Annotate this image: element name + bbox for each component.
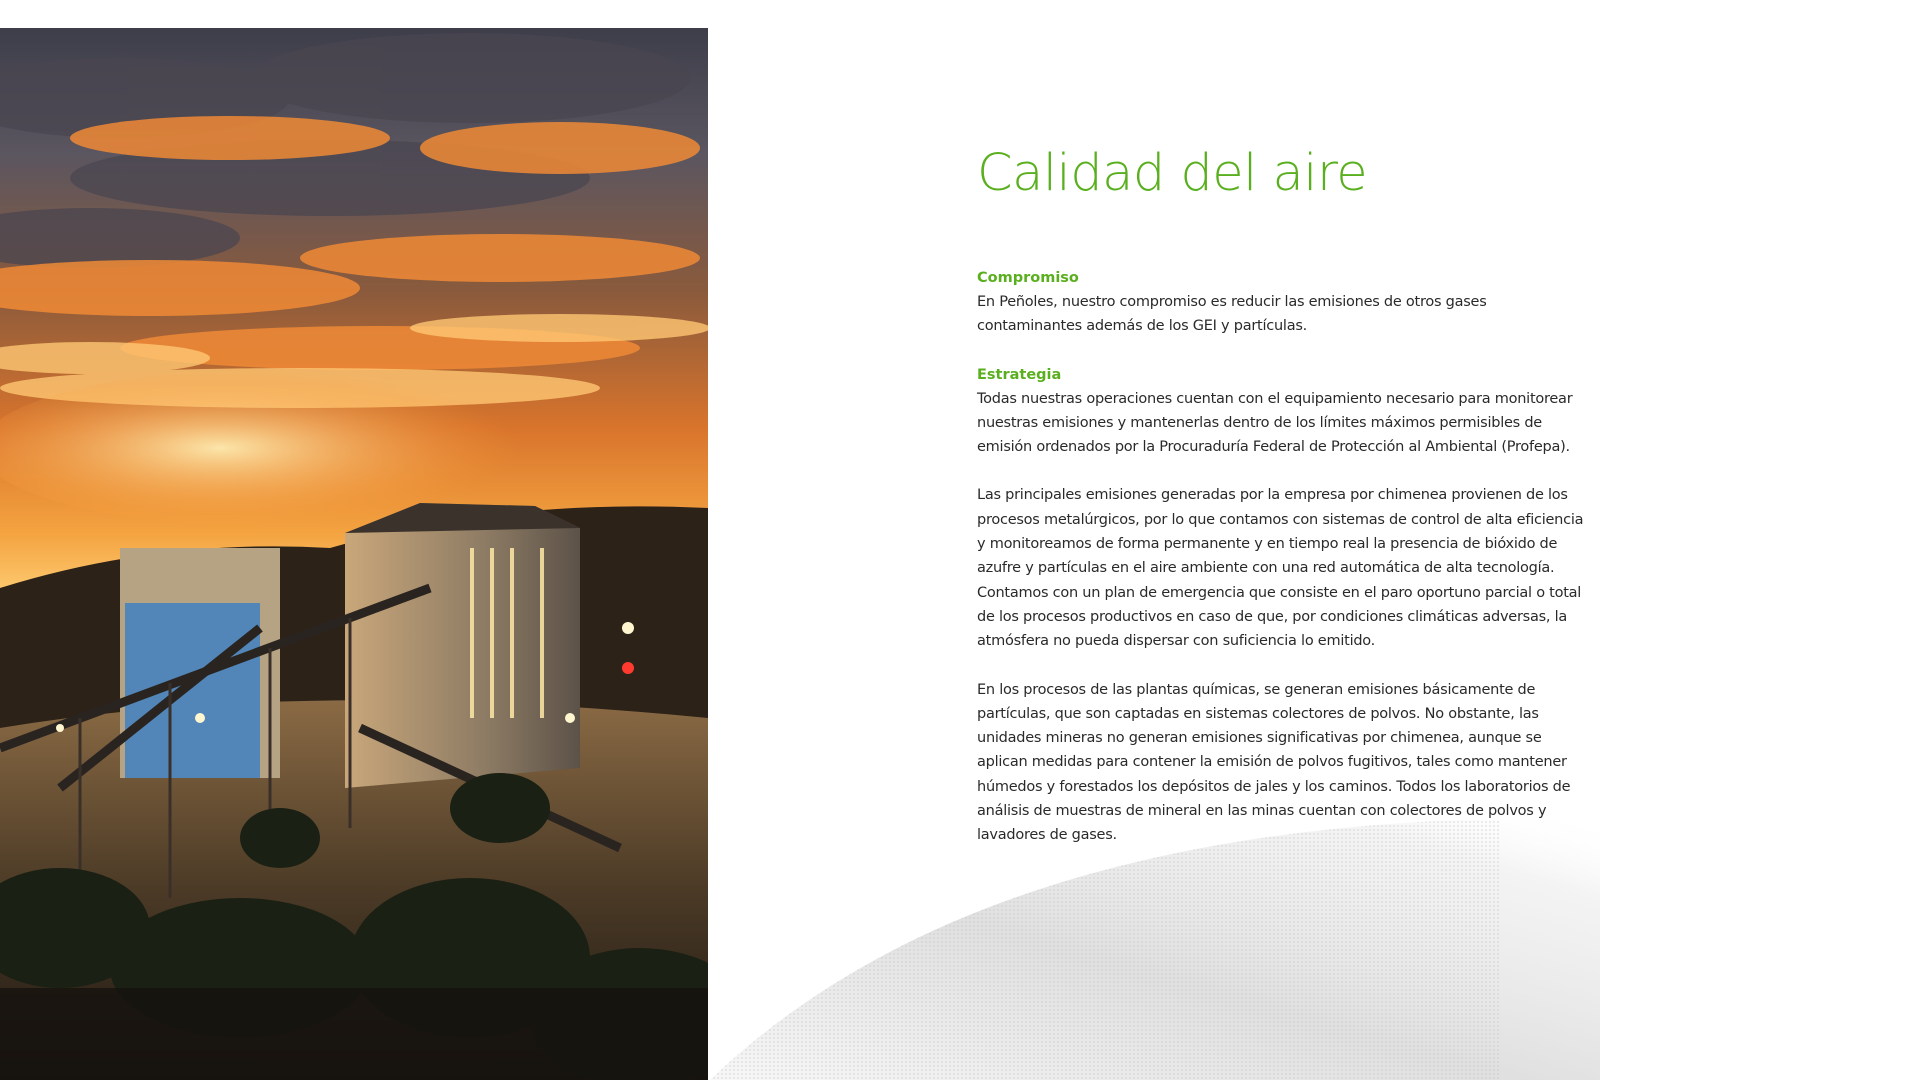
section-heading: Estrategia (977, 366, 1062, 383)
industrial-plant-photo (0, 28, 708, 1080)
photo-illustration (0, 28, 708, 1080)
paragraph: En Peñoles, nuestro compromiso es reducir las emisiones de otros gases contaminantes además de los GEI y partículas. (977, 294, 1487, 335)
content-column (977, 140, 1597, 872)
section-compromiso (977, 266, 1597, 339)
section-estrategia (977, 363, 1597, 848)
section-heading: Compromiso (977, 270, 1079, 286)
paragraph: En los procesos de las plantas químicas, se generan emisiones básicamente de partículas, que son captadas en sistemas colectores de polvos. No obstante, las unidades mineras no generan emisiones significativas por chimenea, aunque se aplican medidas para contener la emisión de polvos fugitivos, tales como mantener húmedos y forestados los depósitos de jales y los caminos. Todos los laboratorios de análisis de muestras de mineral en las minas cuentan con colectores de polvos y lavadores de gases. (977, 681, 1571, 844)
paragraph: Las principales emisiones generadas por la empresa por chimenea provienen de los procesos metalúrgicos, por lo que contamos con sistemas de control de alta eficiencia y monitoreamos de forma permanente y en tiempo real la presencia de bióxido de azufre y partículas en el aire ambiente con una red automática de alta tecnología. Contamos con un plan de emergencia que consiste en el paro oportuno parcial o total de los procesos productivos en caso de que, por condiciones climáticas adversas, la atmósfera no pueda dispersar con suficiencia lo emitido. (977, 487, 1584, 650)
page-title: Calidad del aire (977, 144, 1368, 203)
paragraph: Todas nuestras operaciones cuentan con el equipamiento necesario para monitorear nuestras emisiones y mantenerlas dentro de los límites máximos permisibles de emisión ordenados por la Procuraduría Federal de Protección al Ambiental (Profepa). (977, 390, 1573, 456)
